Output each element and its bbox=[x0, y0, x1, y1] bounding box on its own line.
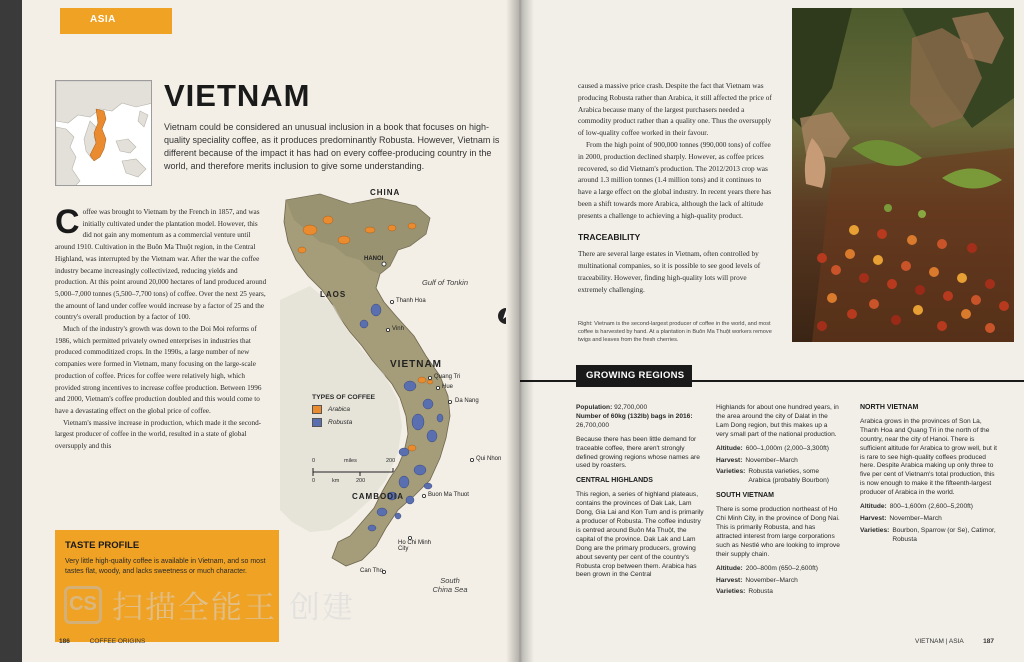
growing-regions-col-2 bbox=[716, 404, 840, 600]
map-sea-south-china-sea: South China Sea bbox=[432, 576, 468, 594]
body-text bbox=[55, 203, 267, 453]
scanner-watermark bbox=[64, 582, 355, 627]
scale-miles-label: miles bbox=[344, 458, 357, 464]
north-vietnam-text: Arabica grows in the provinces of Son La, Thanh Hoa and Quang Tri in the north of the country, near the city of Hanoi. There is sufficient altitude for Arabica to grow well, but it is rare to see high-quality coffees produced here. Despite Arabica making up only three to five per cent of Vietnam's total production, this is now enough to make it the fifteenth-largest producer of Arabica in the world. bbox=[860, 417, 997, 497]
scale-miles-zero: 0 bbox=[312, 458, 316, 464]
robusta-swatch bbox=[312, 418, 322, 427]
population-line: Population: 92,700,000 bbox=[576, 404, 648, 411]
page-number-right: 187 bbox=[983, 638, 994, 645]
central-highlands-altitude: Altitude: 600–1,000m (2,000–3,300ft) bbox=[716, 444, 829, 452]
map-legend bbox=[312, 394, 402, 431]
arabica-swatch bbox=[312, 405, 322, 414]
watermark-logo: CS bbox=[64, 586, 102, 624]
south-vietnam-title: SOUTH VIETNAM bbox=[716, 492, 774, 500]
south-vietnam-harvest: Harvest: November–March bbox=[716, 576, 798, 584]
map-label-china: CHINA bbox=[370, 188, 401, 197]
locator-map bbox=[55, 80, 152, 186]
legend-item-arabica: Arabica bbox=[312, 405, 402, 414]
growing-regions-heading: GROWING REGIONS bbox=[576, 365, 692, 387]
legend-item-robusta: Robusta bbox=[312, 418, 402, 427]
map-sea-gulf-of-tonkin: Gulf of Tonkin bbox=[422, 278, 468, 287]
central-highlands-harvest: Harvest: November–March bbox=[716, 456, 798, 464]
taste-profile-title: TASTE PROFILE bbox=[65, 540, 140, 551]
south-vietnam-altitude: Altitude: 200–800m (650–2,600ft) bbox=[716, 564, 818, 572]
map-label-vietnam: VIETNAM bbox=[390, 359, 442, 370]
north-vietnam-title: NORTH VIETNAM bbox=[860, 404, 919, 411]
map-city-vinh: Vinh bbox=[392, 326, 404, 332]
map-city-ho-chi-minh: Ho Chi Minh City bbox=[398, 540, 432, 552]
body-paragraph: caused a massive price crash. Despite the fact that Vietnam was producing Robusta rather than Arabica, it still affected the price of Arabica because many of the largest purchasers needed a commodity product rather than a quality one. Thus the oversupply of low-quality coffee worked in their favour. bbox=[578, 81, 772, 138]
locator-map-graphic bbox=[56, 81, 152, 186]
growing-regions-col-3 bbox=[860, 404, 998, 548]
section-tab bbox=[60, 8, 172, 34]
traceability-heading: TRACEABILITY bbox=[578, 231, 641, 242]
book-title: COFFEE ORIGINS bbox=[89, 638, 146, 645]
legend-title: TYPES OF COFFEE bbox=[312, 394, 376, 401]
body-paragraph: Coffee was brought to Vietnam by the French in 1857, and was initially cultivated under the plantation model. However, this did not gain any momentum as a commercial venture until around 1910. Cultivation in the Buôn Ma Thuột region, in the Central Highland, was interrupted by the Vietnam war. After the war the coffee industry became increasingly collectivized, reducing yields and production. At this point around 20,000 hectares of land produced around 5,000–7,000 tonnes (5,500–7,700 tons) of coffee. Over the next 25 years, the amount of land under coffee would increase by a factor of 25 and the country's overall production by a factor of 100. bbox=[55, 203, 267, 322]
map-city-quang-tri: Quang Tri bbox=[434, 374, 461, 380]
map-city-buon-ma-thuot: Buon Ma Thuot bbox=[428, 492, 469, 498]
central-highlands-varieties: Varieties: Robusta varieties, some Arabica (probably Bourbon) bbox=[716, 468, 829, 485]
scale-km-label: km bbox=[332, 478, 340, 484]
map-label-laos: LAOS bbox=[320, 290, 347, 299]
right-page bbox=[520, 0, 1024, 662]
drop-cap: C bbox=[55, 203, 80, 241]
regions-intro: Because there has been little demand for traceable coffee, there aren't strongly defined growing regions whose names are used by roasters. bbox=[576, 435, 700, 470]
south-vietnam-varieties: Varieties: Robusta bbox=[716, 588, 773, 596]
scale-km-max: 200 bbox=[356, 478, 366, 484]
map-city-hue: Hue bbox=[442, 384, 454, 390]
body-paragraph: Vietnam's massive increase in production, which made it the second-largest producer of coffee in the world, resulted in a state of global oversupply and this bbox=[55, 418, 262, 451]
scale-km-zero: 0 bbox=[312, 478, 316, 484]
scale-miles-max: 200 bbox=[386, 458, 396, 464]
scale-bar-graphic bbox=[312, 466, 394, 480]
central-highlands-text: This region, a series of highland plateaus, contains the provinces of Dak Lak, Lam Dong, Gia Lai and Kon Tum and is primarily a producer of Robusta. The coffee industry is centred around Buôn Ma Thuột, the capital of the province. Dak Lak and Lam Dong are the primary producers, growing about seventy per cent of the country's Robusta crop between them. Arabica has been grown in the Central bbox=[576, 491, 704, 579]
section-tab-label: ASIA bbox=[90, 14, 116, 25]
right-body-text bbox=[578, 80, 776, 296]
north-vietnam-varieties: Varieties: Bourbon, Sparrow (or Se), Catimor, Robusta bbox=[860, 526, 996, 543]
taste-profile-text: Very little high-quality coffee is available in Vietnam, and so most tastes flat, woody, and lacks sweetness or much character. bbox=[65, 558, 266, 575]
map-city-da-nang: Da Nang bbox=[455, 398, 479, 404]
north-vietnam-altitude: Altitude: 800–1,600m (2,600–5,200ft) bbox=[860, 503, 973, 511]
footer-left bbox=[59, 638, 145, 645]
map-city-thanh-hoa: Thanh Hoa bbox=[396, 298, 426, 304]
footer-section: VIETNAM | ASIA bbox=[915, 638, 964, 645]
coffee-harvest-photo bbox=[792, 8, 1014, 342]
body-paragraph: Much of the industry's growth was down to the Doi Moi reforms of 1986, which permitted privately owned enterprises in industries that produced commoditized crops. In the 1990s, a large number of new companies were formed in Vietnam, many focusing on the large-scale production of coffee. Prices for coffee were relatively high, which provided strong incentives to increase coffee production. Between 1996 and 2000, Vietnam's coffee production doubled and this would come to have a devastating effect on the global price of coffee. bbox=[55, 325, 262, 415]
central-highlands-text-cont: Highlands for about one hundred years, in the area around the city of Dalat in the Lam Dong region, but this makes up a very small part of the national production. bbox=[716, 404, 839, 438]
central-highlands-title: CENTRAL HIGHLANDS bbox=[576, 477, 653, 485]
growing-regions-col-1 bbox=[576, 404, 706, 585]
vietnam-coffee-map bbox=[280, 190, 506, 620]
map-label-cambodia: CAMBODIA bbox=[352, 492, 404, 501]
traceability-text: There are several large estates in Vietnam, often controlled by multinational companies, so it is possible to see good levels of traceability. However, finding high-quality lots will prove extremely challenging. bbox=[578, 249, 761, 294]
footer-right bbox=[915, 638, 994, 645]
map-scale-bar bbox=[312, 458, 394, 490]
bags-line: Number of 60kg (132lb) bags in 2016: 26,700,000 bbox=[576, 412, 693, 429]
body-paragraph: From the high point of 900,000 tonnes (990,000 tons) of coffee in 2000, production declined sharply. However, as coffee prices recovered, so did Vietnam's production. The 2012/2013 crop was around 1.3 million tonnes (1.4 million tons) and it continues to have a large effect on the global industry. In recent years there has been a shift towards more Arabica, although the lack of altitude presents a challenge to achieving a high-quality product. bbox=[578, 139, 772, 220]
map-city-hanoi: HANOI bbox=[364, 256, 384, 262]
book-gutter bbox=[506, 0, 534, 662]
photo-graphic bbox=[792, 8, 1014, 342]
map-city-qui-nhon: Qui Nhon bbox=[476, 456, 502, 462]
intro-paragraph: Vietnam could be considered an unusual inclusion in a book that focuses on high-quality speciality coffee, as it produces predominantly Robusta. However, Vietnam is different because of the impact it has had on every coffee-producing country in the world, and therefore merits inclusion to give some understanding. bbox=[164, 122, 500, 171]
page-number-left: 186 bbox=[59, 638, 70, 645]
north-vietnam-harvest: Harvest: November–March bbox=[860, 514, 942, 522]
photo-caption: Right: Vietnam is the second-largest producer of coffee in the world, and most coffee is harvested by hand. At a plantation in Buôn Ma Thuột workers remove twigs and leaves from the fresh cherries. bbox=[578, 321, 772, 343]
map-city-can-tho: Can Tho bbox=[360, 568, 383, 574]
page-title: VIETNAM bbox=[164, 78, 311, 113]
watermark-text: 扫描全能王 创建 bbox=[112, 590, 355, 626]
south-vietnam-text: There is some production northeast of Ho Chi Minh City, in the province of Dong Nai. This is primarily Robusta, and has attracted interest from large corporations such as Nestlé who are looking to improve their supply chain. bbox=[716, 506, 840, 558]
